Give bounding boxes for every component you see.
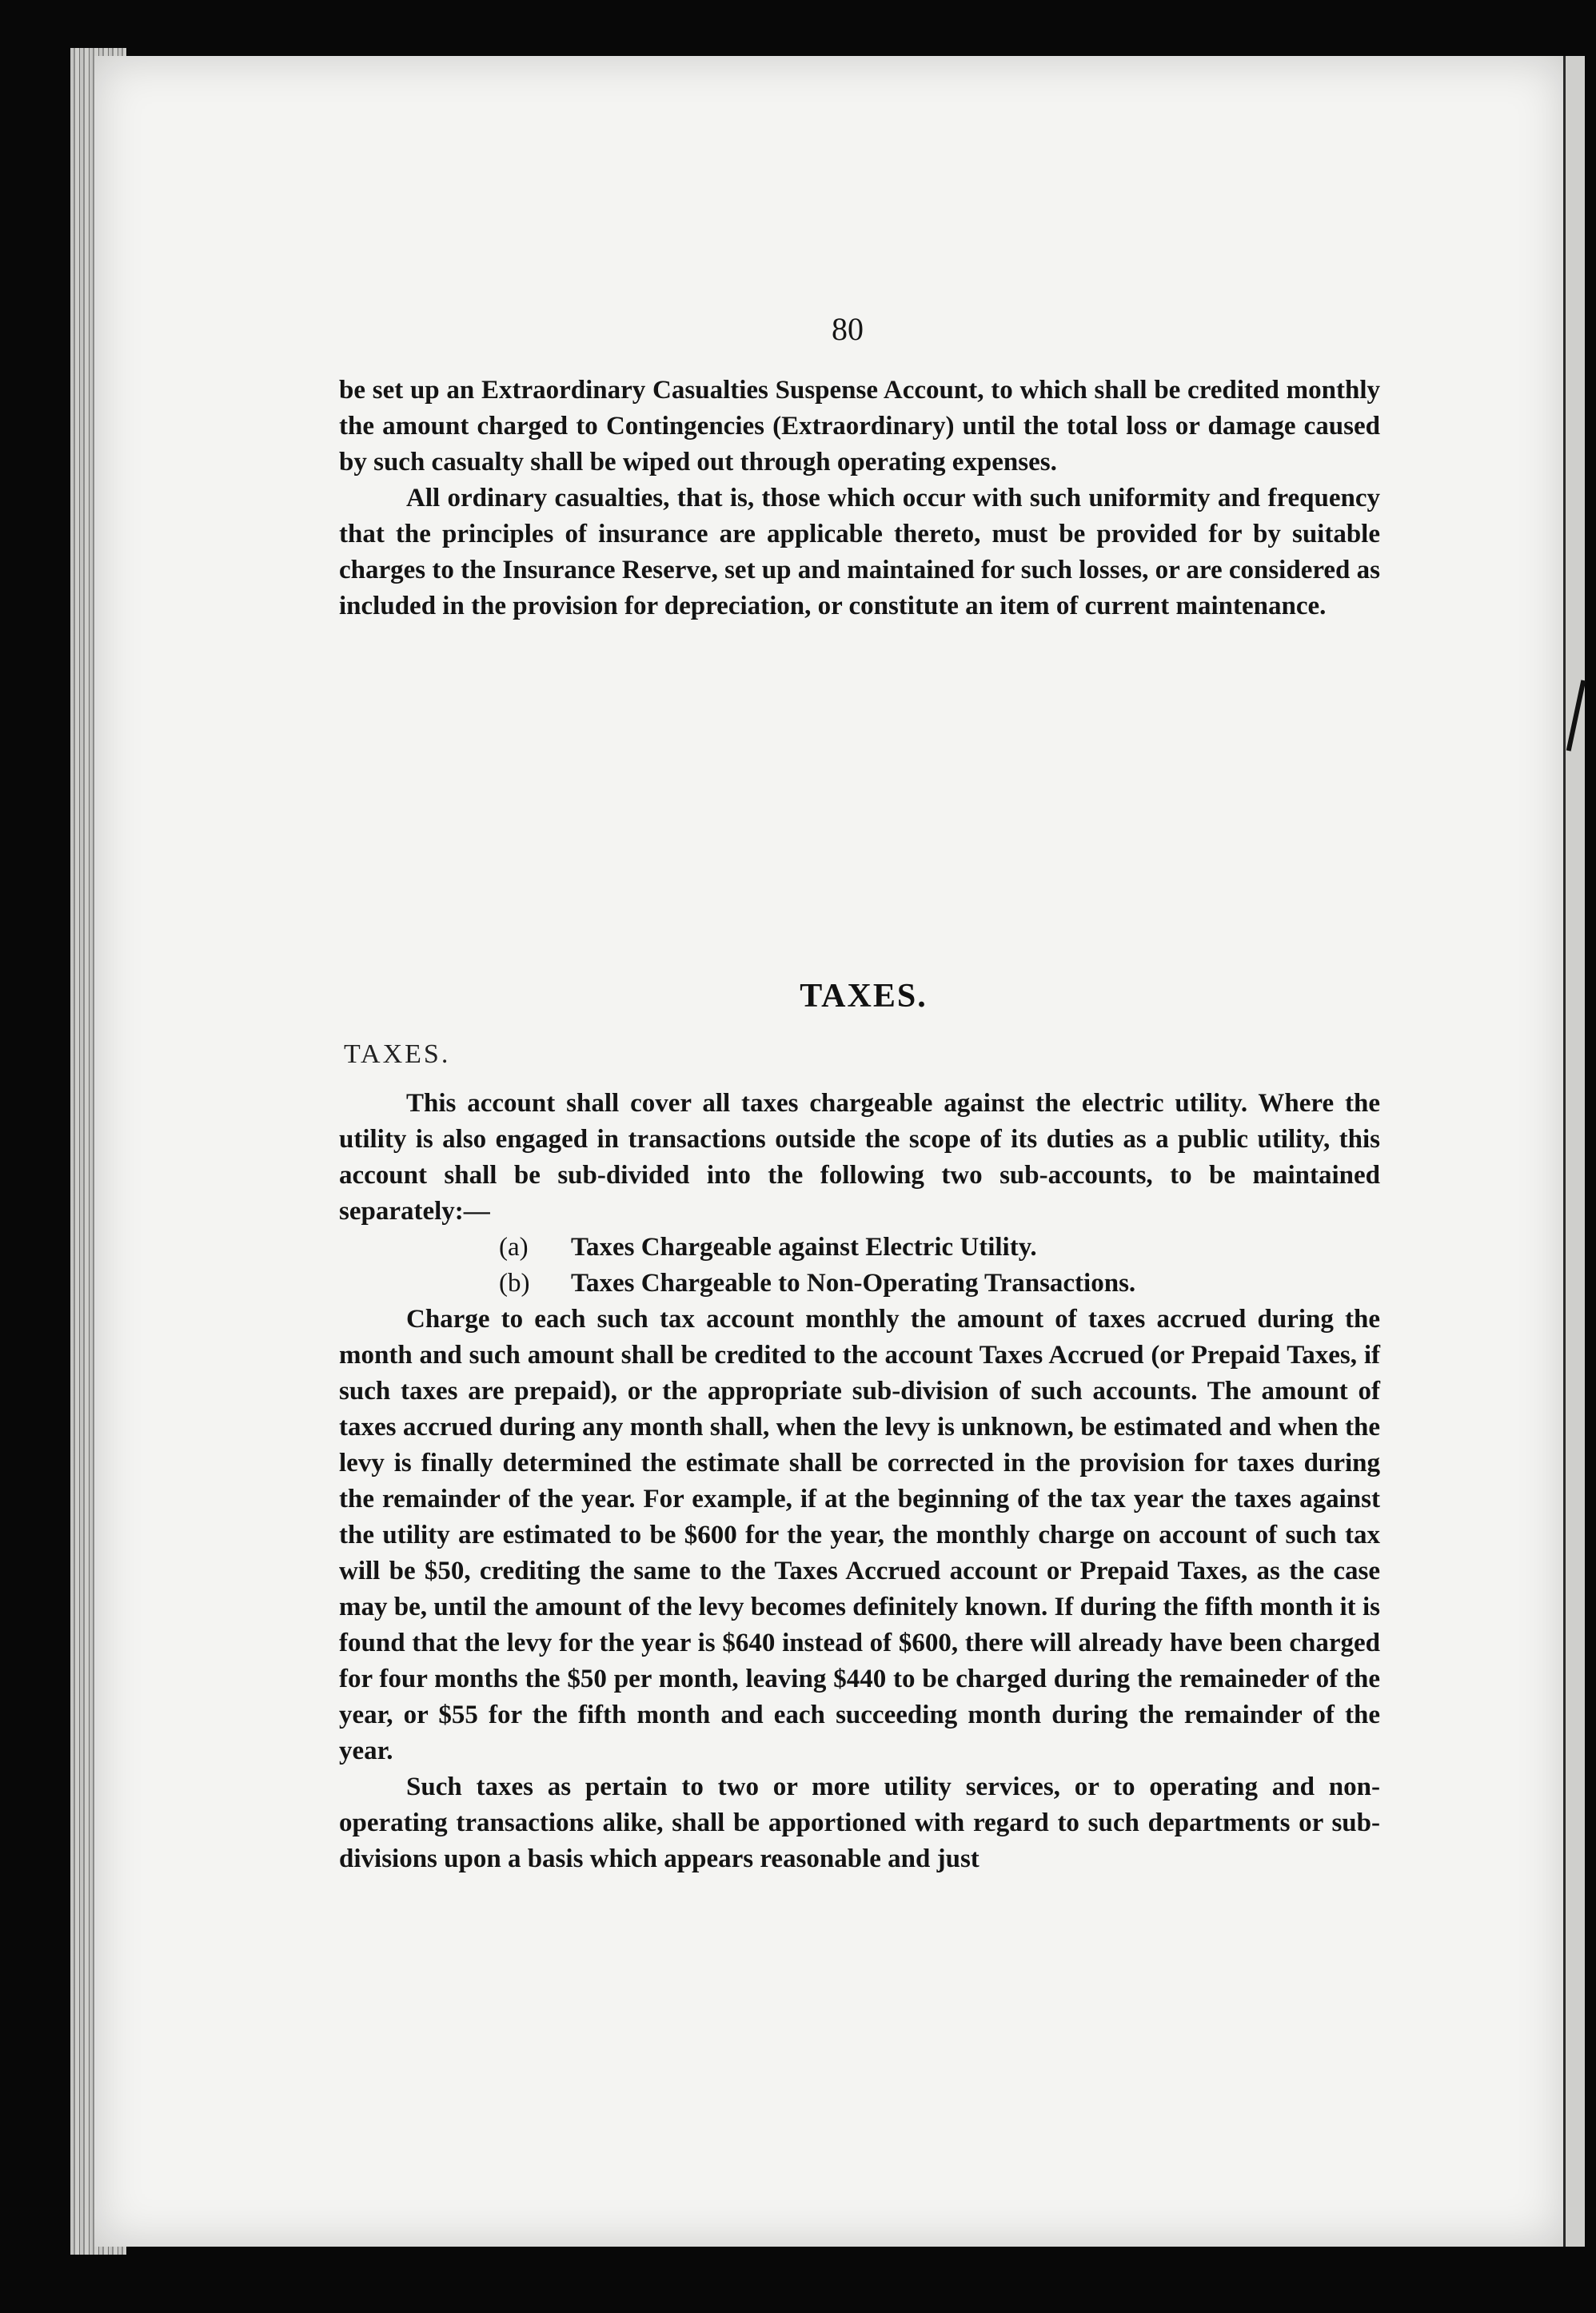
list-marker: (b) xyxy=(499,1269,530,1298)
right-page-edge xyxy=(1563,56,1585,2247)
paragraph-taxes-scope: This account shall cover all taxes chargeable against the electric utility. Where the utility is also engaged in transactions outside the scope of its duties as a public utility, this account shall be sub-divided into the following two sub-accounts, to be maintained separately:— xyxy=(339,1089,1380,1226)
list-marker: (a) xyxy=(499,1233,529,1262)
page-number: 80 xyxy=(832,311,864,347)
paragraph-tax-charges: Charge to each such tax account monthly the amount of taxes accrued during the month and such amount shall be credited to the account Taxes Accrued (or Prepaid Taxes, if such taxes are prepaid), or the appropriate sub-division of such accounts. The amount of taxes accrued during any month shall, when the levy is unknown, be estimated and when the levy is finally determined the estimate shall be corrected in the provision for taxes during the remainder of the year. For example, if at the beginning of the tax year the taxes against the utility are estimated to be $600 for the year, the monthly charge on account of such tax will be $50, crediting the same to the Taxes Accrued account or Prepaid Taxes, as the case may be, until the amount of the levy becomes definitely known. If during the fifth month it is found that the levy for the year is $640 instead of $600, there will already have been charged for four months the $50 per month, leaving $440 to be charged during the remaineder of the year, or $55 for the fifth month and each succeeding month during the remainder of the year. xyxy=(339,1305,1380,1765)
paragraph-ordinary-casualties: All ordinary casualties, that is, those which occur with such uniformity and frequency that the principles of insurance are applicable thereto, must be provided for by suitable charges to the Insurance Reserve, set up and maintained for such losses, or are considered as included in the provision for depreciation, or constitute an item of current maintenance. xyxy=(339,484,1380,620)
paragraph-apportionment: Such taxes as pertain to two or more utility services, or to operating and non-operating transactions alike, shall be apportioned with regard to such departments or sub-divisions upon a basis which appears reasonable and just xyxy=(339,1773,1380,1873)
casualties-section xyxy=(339,373,1380,624)
list-item xyxy=(339,1266,1380,1302)
sub-account-list xyxy=(339,1230,1380,1302)
section-heading: TAXES. xyxy=(800,978,928,1015)
list-item-text: Taxes Chargeable to Non-Operating Transactions. xyxy=(571,1269,1136,1298)
taxes-section xyxy=(339,1086,1380,1877)
list-item-text: Taxes Chargeable against Electric Utility. xyxy=(571,1233,1037,1262)
paragraph-casualty-suspense: be set up an Extraordinary Casualties Suspense Account, to which shall be credited monthly the amount charged to Contingencies (Extraordinary) until the total loss or damage caused by such casualty shall be wiped out through operating expenses. xyxy=(339,376,1380,477)
list-item xyxy=(339,1230,1380,1266)
account-title: TAXES. xyxy=(344,1039,451,1069)
